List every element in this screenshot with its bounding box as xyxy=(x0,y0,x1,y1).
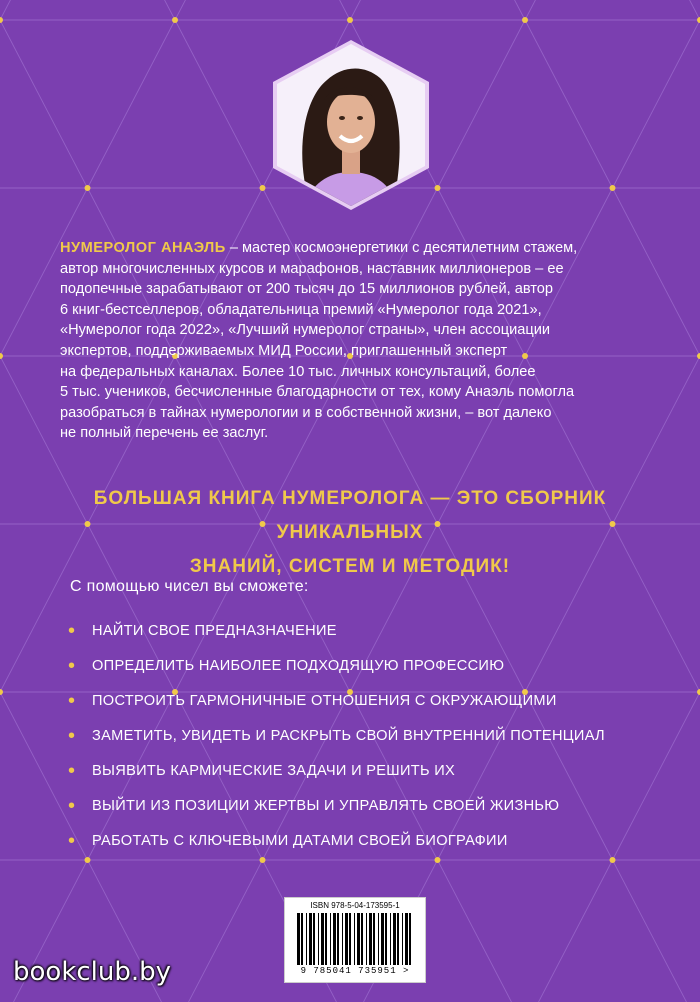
bullet-icon: • xyxy=(68,620,76,642)
bullet-icon: • xyxy=(68,795,76,817)
barcode-icon xyxy=(297,913,413,965)
benefit-text: ПОСТРОИТЬ ГАРМОНИЧНЫЕ ОТНОШЕНИЯ С ОКРУЖАЮЩИМИ xyxy=(92,693,557,709)
barcode-box xyxy=(284,897,426,983)
isbn-text: ISBN 978-5-04-173595-1 xyxy=(310,901,400,910)
author-bio-text: – мастер космоэнергетики с десятилетним стажем, автор многочисленных курсов и марафонов, наставник миллионеров – ее подопечные зарабатывают от 200 тысяч до 15 миллионов рублей, автор 6 книг-бестселлеров, обладательница премий «Нумеролог года 2021», «Нумеролог года 2022», «Лучший нумеролог страны», член ассоциации экспертов, поддерживаемых МИД России, приглашенный эксперт на федеральных каналах. Более 10 тыс. личных консультаций, более 5 тыс. учеников, бесчисленные благодарности от тех, кому Анаэль помогла разобраться в тайнах нумерологии и в собственной жизни, – вот далеко не полный перечень ее заслуг. xyxy=(60,240,578,442)
bullet-icon: • xyxy=(68,830,76,852)
benefit-text: ОПРЕДЕЛИТЬ НАИБОЛЕЕ ПОДХОДЯЩУЮ ПРОФЕССИЮ xyxy=(92,658,505,674)
benefit-text: НАЙТИ СВОЕ ПРЕДНАЗНАЧЕНИЕ xyxy=(92,623,337,639)
benefit-item xyxy=(68,794,605,829)
benefit-item xyxy=(68,759,605,794)
author-name: НУМЕРОЛОГ АНАЭЛЬ xyxy=(60,240,226,256)
bullet-icon: • xyxy=(68,655,76,677)
benefit-item xyxy=(68,654,605,689)
watermark: bookclub.by xyxy=(13,957,172,987)
benefit-text: РАБОТАТЬ С КЛЮЧЕВЫМИ ДАТАМИ СВОЕЙ БИОГРАФИИ xyxy=(92,833,508,849)
benefit-item xyxy=(68,829,605,864)
benefit-item xyxy=(68,689,605,724)
author-bio xyxy=(60,238,650,444)
benefits-list xyxy=(68,619,605,864)
benefits-intro: С помощью чисел вы сможете: xyxy=(70,578,309,595)
bullet-icon: • xyxy=(68,760,76,782)
barcode-digits: 9 785041 735951 > xyxy=(300,966,410,976)
book-headline: БОЛЬШАЯ КНИГА НУМЕРОЛОГА — ЭТО СБОРНИК УНИКАЛЬНЫХ ЗНАНИЙ, СИСТЕМ И МЕТОДИК! xyxy=(93,488,607,577)
bullet-icon: • xyxy=(68,725,76,747)
benefit-text: ВЫЙТИ ИЗ ПОЗИЦИИ ЖЕРТВЫ И УПРАВЛЯТЬ СВОЕЙ ЖИЗНЬЮ xyxy=(92,798,560,814)
bullet-icon: • xyxy=(68,690,76,712)
author-photo xyxy=(272,40,430,210)
benefit-item xyxy=(68,619,605,654)
benefit-item xyxy=(68,724,605,759)
benefit-text: ВЫЯВИТЬ КАРМИЧЕСКИЕ ЗАДАЧИ И РЕШИТЬ ИХ xyxy=(92,763,456,779)
benefit-text: ЗАМЕТИТЬ, УВИДЕТЬ И РАСКРЫТЬ СВОЙ ВНУТРЕННИЙ ПОТЕНЦИАЛ xyxy=(92,728,605,744)
